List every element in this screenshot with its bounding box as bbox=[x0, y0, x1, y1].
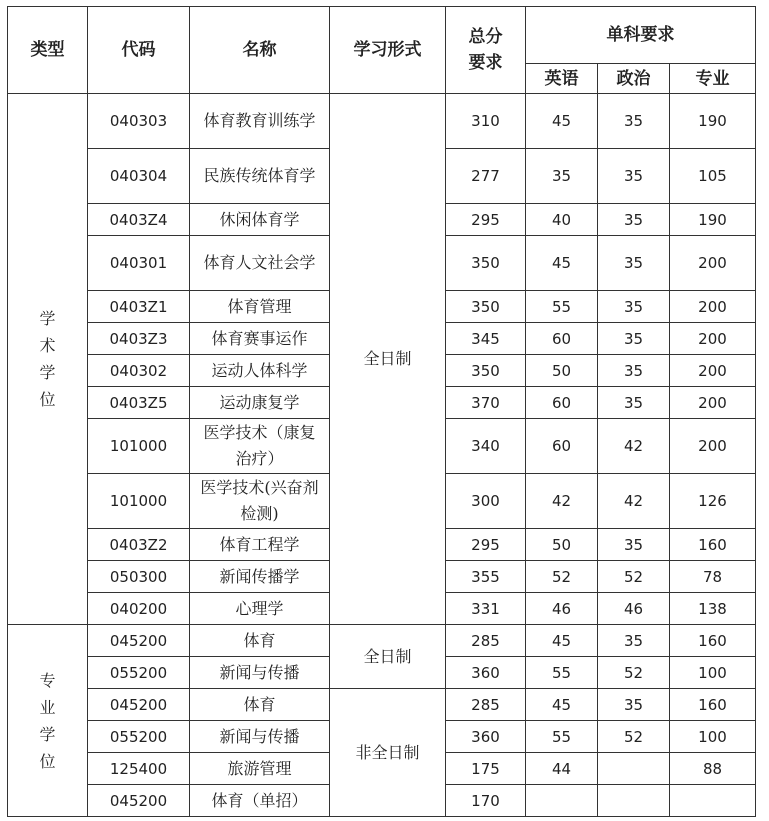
cell-politics: 35 bbox=[598, 323, 670, 355]
cell-total: 355 bbox=[446, 561, 526, 593]
cell-major: 78 bbox=[670, 561, 756, 593]
header-english: 英语 bbox=[526, 64, 598, 94]
cell-total: 300 bbox=[446, 474, 526, 529]
cell-total: 285 bbox=[446, 625, 526, 657]
cell-major: 200 bbox=[670, 387, 756, 419]
cell-english: 45 bbox=[526, 94, 598, 149]
cell-politics bbox=[598, 753, 670, 785]
table-row bbox=[8, 625, 756, 657]
cell-major: 105 bbox=[670, 149, 756, 204]
cell-name: 新闻与传播 bbox=[190, 657, 330, 689]
cell-english: 44 bbox=[526, 753, 598, 785]
cell-total: 285 bbox=[446, 689, 526, 721]
cell-name: 休闲体育学 bbox=[190, 204, 330, 236]
cell-code: 101000 bbox=[88, 474, 190, 529]
cell-name: 新闻与传播 bbox=[190, 721, 330, 753]
cell-politics: 46 bbox=[598, 593, 670, 625]
group-academic-degree: 学术学位 bbox=[8, 94, 88, 625]
cell-code: 0403Z5 bbox=[88, 387, 190, 419]
mode-fulltime-professional: 全日制 bbox=[330, 625, 446, 689]
cell-total: 370 bbox=[446, 387, 526, 419]
group-professional-degree: 专业学位 bbox=[8, 625, 88, 817]
header-subject-requirements: 单科要求 bbox=[526, 7, 756, 64]
cell-code: 045200 bbox=[88, 785, 190, 817]
cell-politics: 35 bbox=[598, 94, 670, 149]
cell-politics: 35 bbox=[598, 236, 670, 291]
cell-code: 040301 bbox=[88, 236, 190, 291]
cell-major: 190 bbox=[670, 94, 756, 149]
cell-name: 体育人文社会学 bbox=[190, 236, 330, 291]
cell-major: 160 bbox=[670, 625, 756, 657]
cell-total: 170 bbox=[446, 785, 526, 817]
cell-major: 100 bbox=[670, 657, 756, 689]
cell-english: 60 bbox=[526, 387, 598, 419]
cell-total: 350 bbox=[446, 355, 526, 387]
cell-name: 医学技术（康复治疗） bbox=[190, 419, 330, 474]
cell-name: 体育 bbox=[190, 689, 330, 721]
admission-score-table bbox=[7, 6, 756, 817]
cell-code: 0403Z1 bbox=[88, 291, 190, 323]
header-study-mode: 学习形式 bbox=[330, 7, 446, 94]
cell-code: 101000 bbox=[88, 419, 190, 474]
header-code: 代码 bbox=[88, 7, 190, 94]
cell-english: 45 bbox=[526, 689, 598, 721]
cell-total: 350 bbox=[446, 291, 526, 323]
cell-english: 50 bbox=[526, 529, 598, 561]
cell-politics: 35 bbox=[598, 387, 670, 419]
cell-code: 055200 bbox=[88, 721, 190, 753]
cell-major: 200 bbox=[670, 291, 756, 323]
header-type: 类型 bbox=[8, 7, 88, 94]
cell-english: 60 bbox=[526, 323, 598, 355]
cell-code: 040303 bbox=[88, 94, 190, 149]
cell-major: 160 bbox=[670, 689, 756, 721]
cell-name: 体育教育训练学 bbox=[190, 94, 330, 149]
cell-major: 190 bbox=[670, 204, 756, 236]
cell-major: 138 bbox=[670, 593, 756, 625]
cell-english: 55 bbox=[526, 657, 598, 689]
cell-politics: 52 bbox=[598, 721, 670, 753]
header-politics: 政治 bbox=[598, 64, 670, 94]
cell-major: 200 bbox=[670, 419, 756, 474]
cell-major: 200 bbox=[670, 355, 756, 387]
cell-name: 医学技术(兴奋剂检测) bbox=[190, 474, 330, 529]
cell-major: 100 bbox=[670, 721, 756, 753]
cell-code: 0403Z4 bbox=[88, 204, 190, 236]
cell-code: 045200 bbox=[88, 689, 190, 721]
cell-english: 40 bbox=[526, 204, 598, 236]
cell-code: 125400 bbox=[88, 753, 190, 785]
cell-total: 277 bbox=[446, 149, 526, 204]
cell-english bbox=[526, 785, 598, 817]
cell-code: 040304 bbox=[88, 149, 190, 204]
cell-name: 体育赛事运作 bbox=[190, 323, 330, 355]
cell-code: 040302 bbox=[88, 355, 190, 387]
cell-politics: 35 bbox=[598, 204, 670, 236]
table-row bbox=[8, 94, 756, 149]
cell-politics bbox=[598, 785, 670, 817]
mode-parttime: 非全日制 bbox=[330, 689, 446, 817]
cell-name: 新闻传播学 bbox=[190, 561, 330, 593]
cell-english: 50 bbox=[526, 355, 598, 387]
cell-name: 体育工程学 bbox=[190, 529, 330, 561]
cell-politics: 35 bbox=[598, 291, 670, 323]
cell-english: 52 bbox=[526, 561, 598, 593]
cell-major: 200 bbox=[670, 323, 756, 355]
header-total-score: 总分要求 bbox=[446, 7, 526, 94]
mode-fulltime-academic: 全日制 bbox=[330, 94, 446, 625]
cell-english: 55 bbox=[526, 721, 598, 753]
cell-code: 045200 bbox=[88, 625, 190, 657]
cell-code: 040200 bbox=[88, 593, 190, 625]
cell-politics: 35 bbox=[598, 625, 670, 657]
cell-name: 旅游管理 bbox=[190, 753, 330, 785]
cell-name: 运动康复学 bbox=[190, 387, 330, 419]
cell-name: 体育 bbox=[190, 625, 330, 657]
cell-total: 350 bbox=[446, 236, 526, 291]
cell-politics: 52 bbox=[598, 561, 670, 593]
cell-major: 126 bbox=[670, 474, 756, 529]
cell-major: 200 bbox=[670, 236, 756, 291]
cell-total: 340 bbox=[446, 419, 526, 474]
cell-name: 体育（单招） bbox=[190, 785, 330, 817]
cell-total: 360 bbox=[446, 657, 526, 689]
cell-total: 345 bbox=[446, 323, 526, 355]
cell-politics: 35 bbox=[598, 149, 670, 204]
cell-total: 310 bbox=[446, 94, 526, 149]
cell-name: 运动人体科学 bbox=[190, 355, 330, 387]
cell-total: 175 bbox=[446, 753, 526, 785]
cell-english: 35 bbox=[526, 149, 598, 204]
cell-english: 45 bbox=[526, 236, 598, 291]
cell-politics: 35 bbox=[598, 689, 670, 721]
cell-english: 60 bbox=[526, 419, 598, 474]
cell-total: 331 bbox=[446, 593, 526, 625]
cell-code: 050300 bbox=[88, 561, 190, 593]
cell-english: 46 bbox=[526, 593, 598, 625]
header-major: 专业 bbox=[670, 64, 756, 94]
cell-politics: 35 bbox=[598, 355, 670, 387]
cell-name: 体育管理 bbox=[190, 291, 330, 323]
cell-politics: 35 bbox=[598, 529, 670, 561]
cell-politics: 42 bbox=[598, 474, 670, 529]
cell-total: 295 bbox=[446, 204, 526, 236]
cell-english: 45 bbox=[526, 625, 598, 657]
cell-politics: 52 bbox=[598, 657, 670, 689]
cell-politics: 42 bbox=[598, 419, 670, 474]
cell-major: 88 bbox=[670, 753, 756, 785]
cell-english: 42 bbox=[526, 474, 598, 529]
cell-name: 民族传统体育学 bbox=[190, 149, 330, 204]
cell-code: 0403Z2 bbox=[88, 529, 190, 561]
cell-major bbox=[670, 785, 756, 817]
cell-code: 0403Z3 bbox=[88, 323, 190, 355]
cell-total: 360 bbox=[446, 721, 526, 753]
header-name: 名称 bbox=[190, 7, 330, 94]
cell-total: 295 bbox=[446, 529, 526, 561]
cell-major: 160 bbox=[670, 529, 756, 561]
table-row bbox=[8, 689, 756, 721]
cell-code: 055200 bbox=[88, 657, 190, 689]
cell-name: 心理学 bbox=[190, 593, 330, 625]
cell-english: 55 bbox=[526, 291, 598, 323]
